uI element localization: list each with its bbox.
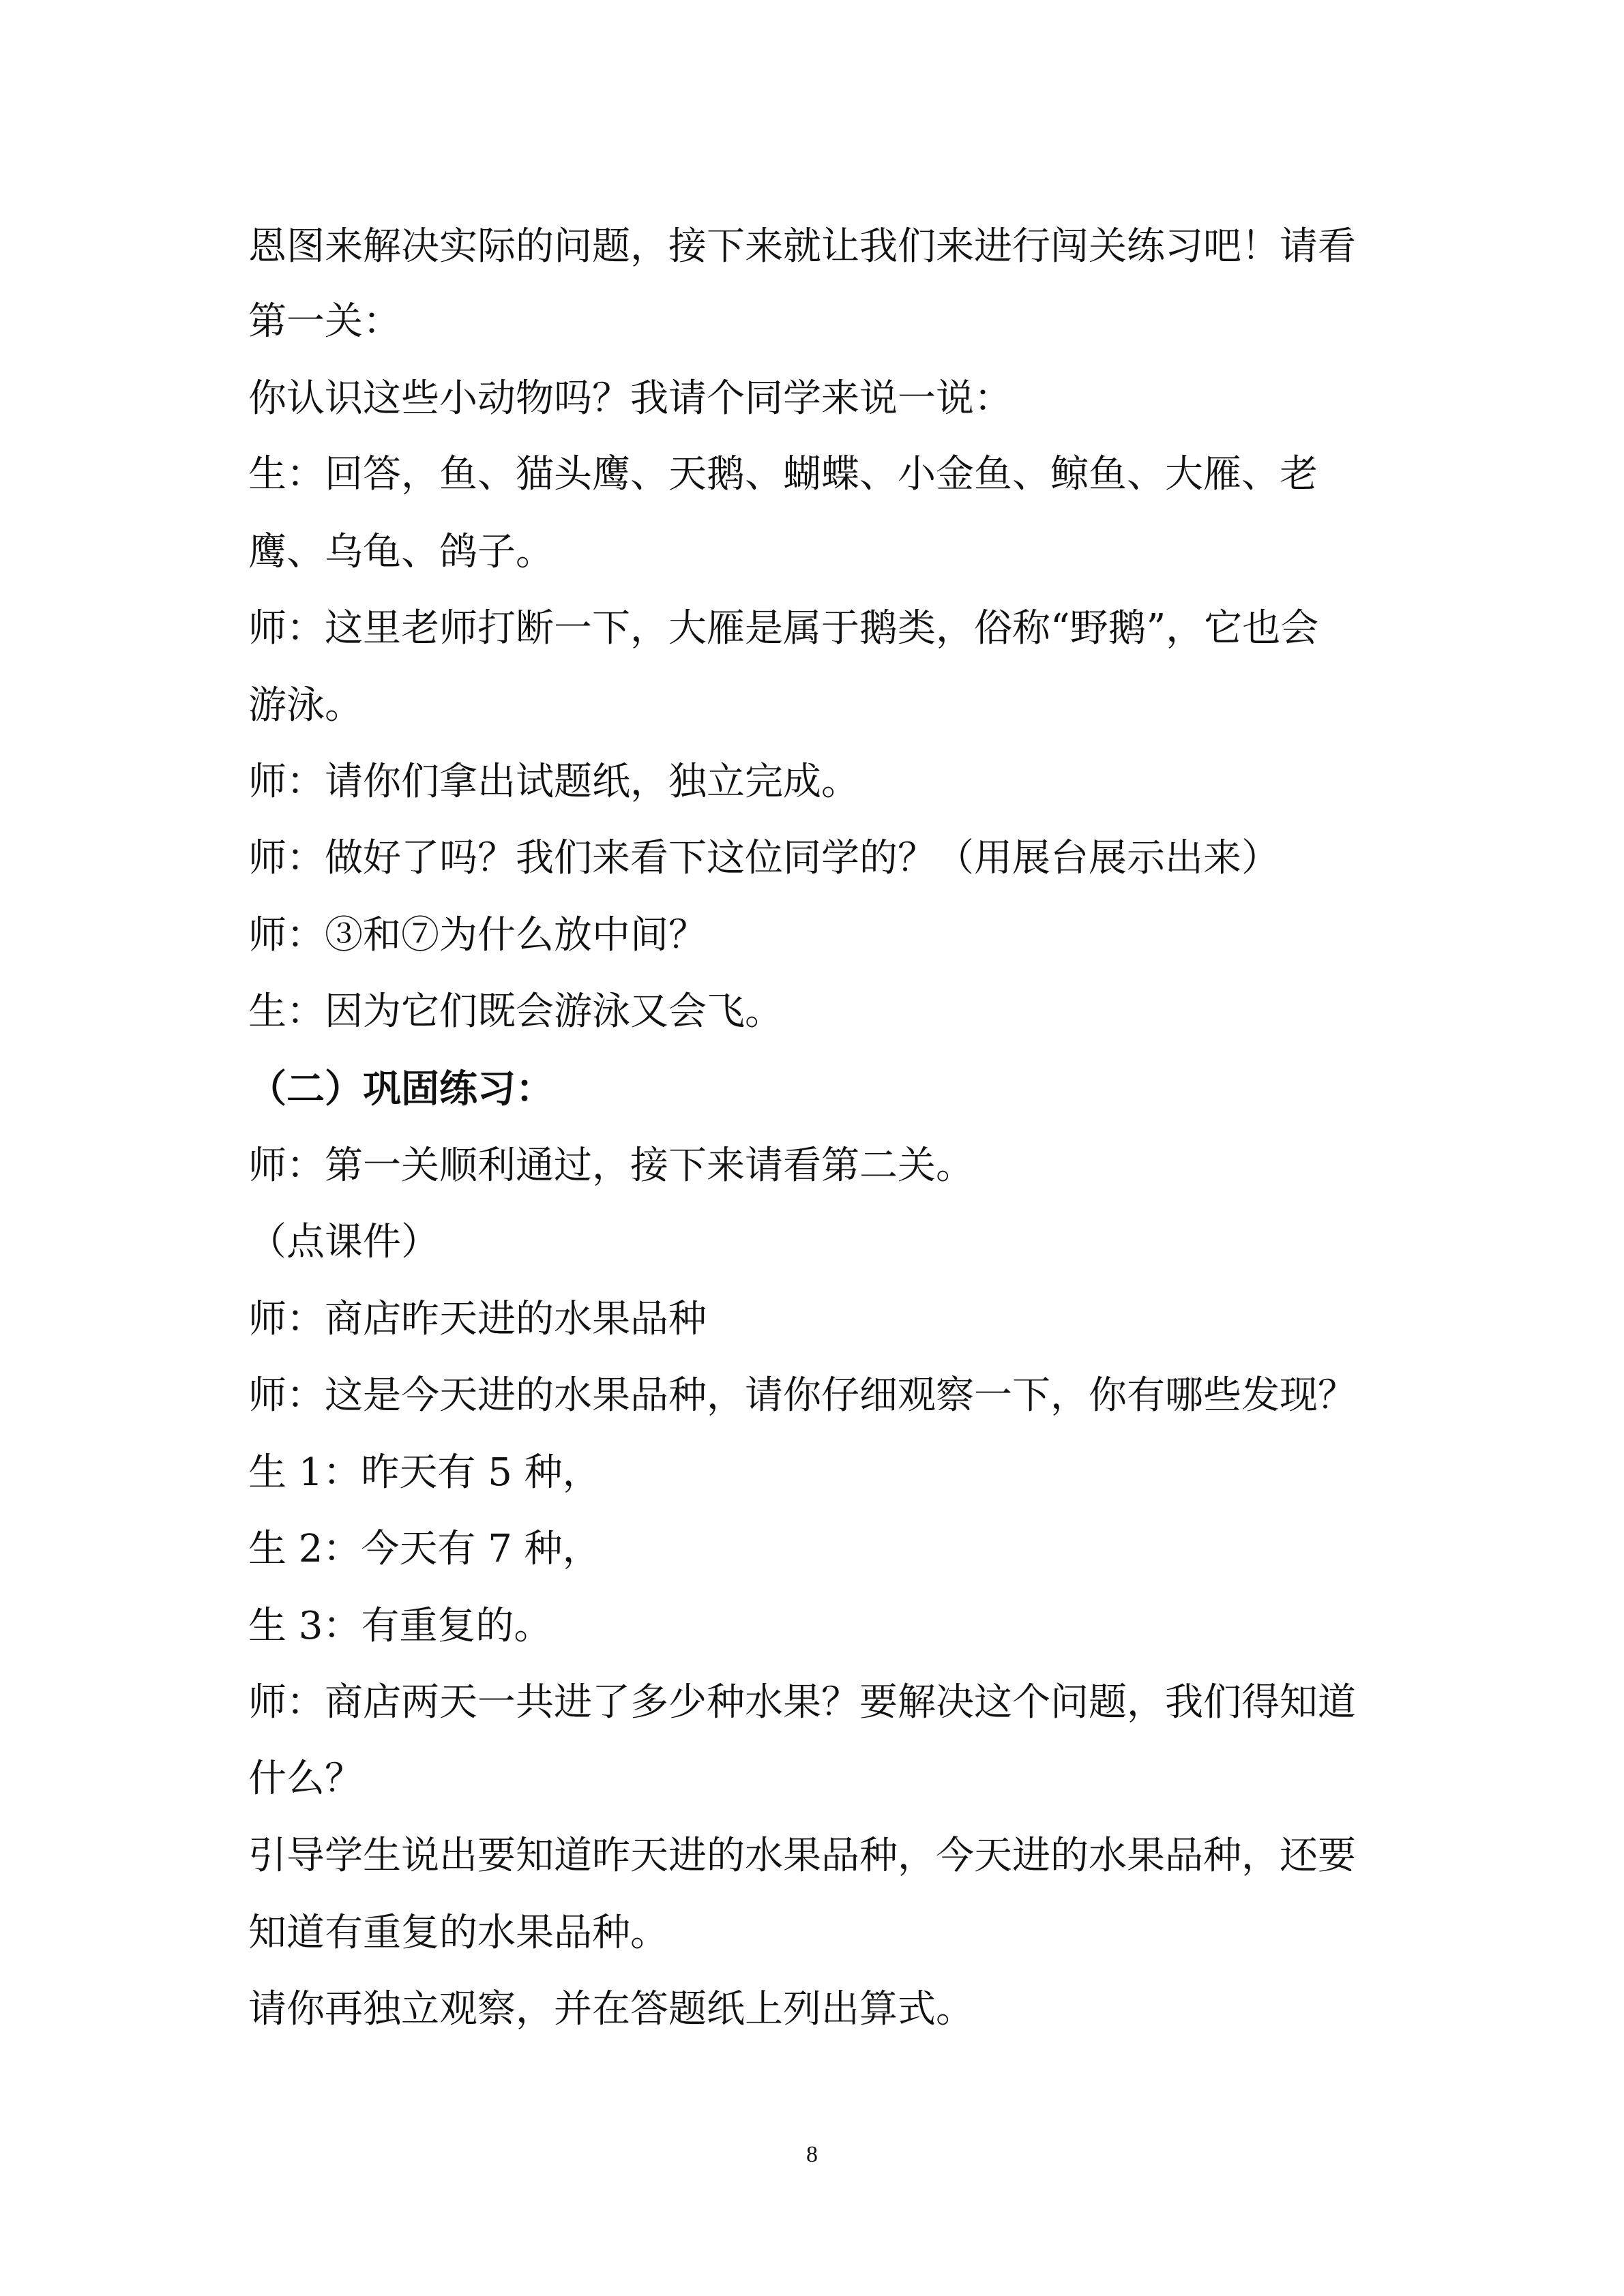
text-line: 师：③和⑦为什么放中间？	[248, 913, 707, 957]
text-line: 师：商店昨天进的水果品种	[248, 1297, 707, 1341]
text-line: （点课件）	[248, 1220, 439, 1264]
text-line: 生：因为它们既会游泳又会飞。	[248, 989, 783, 1034]
text-line: 生 3：有重复的。	[248, 1604, 552, 1648]
text-line: 什么？	[248, 1757, 363, 1801]
text-line: 恩图来解决实际的问题，接下来就让我们来进行闯关练习吧！请看	[248, 224, 1356, 269]
text-line: 鹰、乌龟、鸽子。	[248, 530, 554, 574]
text-line: 生：回答，鱼、猫头鹰、天鹅、蝴蝶、小金鱼、鲸鱼、大雁、老	[248, 452, 1318, 496]
text-line: 你认识这些小动物吗？我请个同学来说一说：	[248, 376, 1012, 421]
text-line: 师：做好了吗？我们来看下这位同学的？（用展台展示出来）	[248, 836, 1280, 880]
text-line: 请你再独立观察，并在答题纸上列出算式。	[248, 1987, 974, 2031]
text-line: 知道有重复的水果品种。	[248, 1911, 668, 1955]
text-line: 师：请你们拿出试题纸，独立完成。	[248, 760, 859, 804]
text-line: 引导学生说出要知道昨天进的水果品种，今天进的水果品种，还要	[248, 1834, 1356, 1878]
text-line: 第一关：	[248, 299, 401, 344]
text-line: 游泳。	[248, 683, 363, 728]
text-line: 师：这是今天进的水果品种，请你仔细观察一下，你有哪些发现？	[248, 1373, 1356, 1418]
section-heading: （二）巩固练习：	[248, 1067, 554, 1112]
text-line: 师：商店两天一共进了多少种水果？要解决这个问题，我们得知道	[248, 1680, 1356, 1725]
page-number: 8	[806, 2142, 818, 2167]
text-line: 生 2：今天有 7 种，	[248, 1527, 601, 1571]
text-line: 师：这里老师打断一下，大雁是属于鹅类，俗称“野鹅”，它也会	[248, 606, 1319, 651]
text-line: 师：第一关顺利通过，接下来请看第二关。	[248, 1144, 974, 1188]
text-line: 生 1：昨天有 5 种，	[248, 1450, 601, 1495]
